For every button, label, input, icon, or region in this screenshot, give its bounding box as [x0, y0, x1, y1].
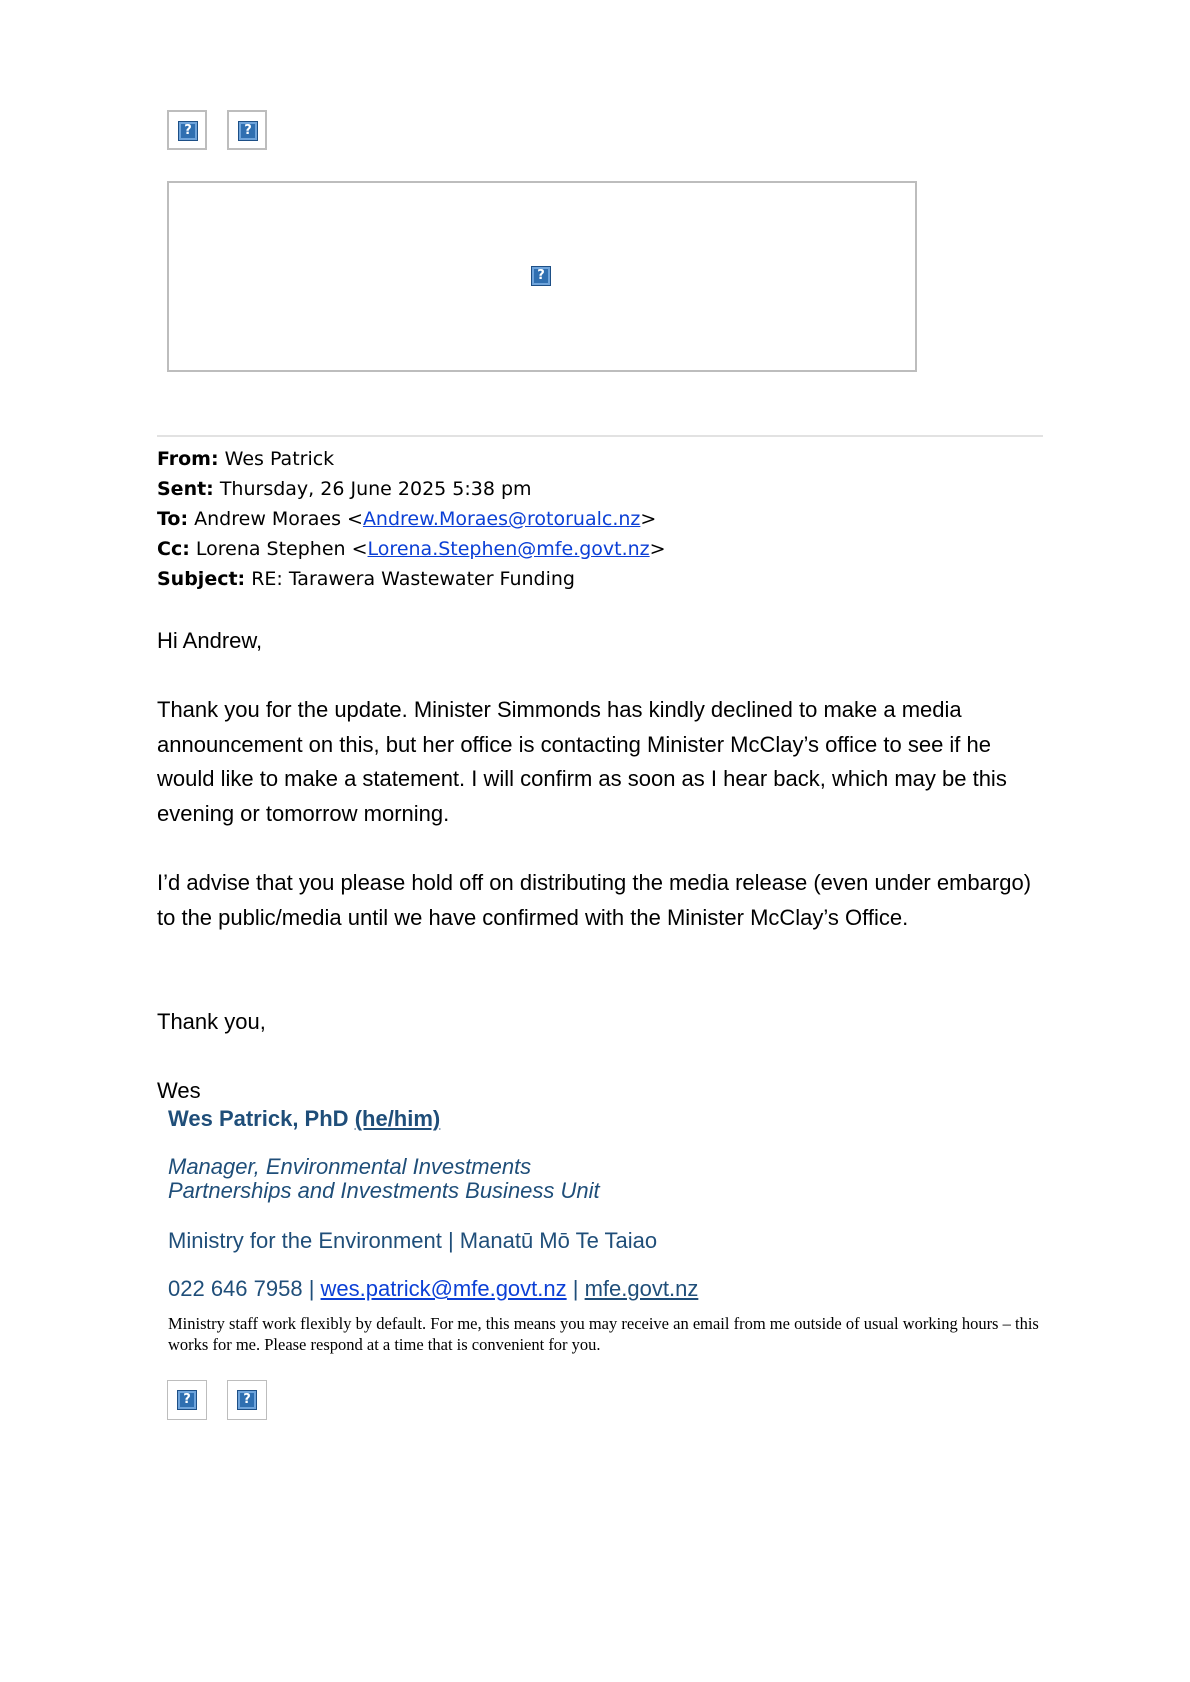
- broken-image-icon: ?: [178, 121, 198, 141]
- broken-image-placeholder: [167, 1380, 207, 1420]
- signature-name-text: Wes Patrick, PhD: [168, 1106, 349, 1131]
- broken-image-icon: ?: [237, 1390, 257, 1410]
- header-divider: [157, 435, 1043, 437]
- subject-label: Subject:: [157, 568, 246, 590]
- signoff: Wes: [157, 1078, 201, 1103]
- contact-separator: |: [308, 1276, 315, 1301]
- broken-image-icon: ?: [177, 1390, 197, 1410]
- from-row: [157, 444, 666, 474]
- flexible-work-note: Ministry staff work flexibly by default. For me, this means you may receive an email from me outside of usual working hours – this works for me. Please respond at a time that is convenient for you.: [168, 1314, 1039, 1354]
- to-row: [157, 504, 666, 534]
- to-label: To:: [157, 508, 189, 530]
- signature-name: [168, 1106, 440, 1132]
- from-value: Wes Patrick: [224, 448, 335, 470]
- signature-phone: 022 646 7958: [168, 1276, 303, 1301]
- subject-row: [157, 564, 666, 594]
- body-paragraph-2: I’d advise that you please hold off on distributing the media release (even under embargo) to the public/media until we have confirmed with the Minister McClay’s Office.: [157, 870, 1032, 930]
- to-email-link[interactable]: Andrew.Moraes@rotorualc.nz: [362, 508, 641, 530]
- subject-value: RE: Tarawera Wastewater Funding: [251, 568, 575, 590]
- sent-value: Thursday, 26 June 2025 5:38 pm: [219, 478, 532, 500]
- from-label: From:: [157, 448, 219, 470]
- signature-email-link[interactable]: wes.patrick@mfe.govt.nz: [320, 1276, 567, 1301]
- pronouns-link[interactable]: (he/him): [354, 1106, 441, 1131]
- email-header: [157, 444, 666, 594]
- to-name: Andrew Moraes <: [194, 508, 363, 530]
- cc-row: [157, 534, 666, 564]
- closing: Thank you,: [157, 1009, 266, 1034]
- sent-label: Sent:: [157, 478, 214, 500]
- broken-image-placeholder: [167, 110, 207, 150]
- cc-name: Lorena Stephen <: [195, 538, 368, 560]
- contact-separator: |: [572, 1276, 579, 1301]
- body-paragraph-1: Thank you for the update. Minister Simmonds has kindly declined to make a media announcement on this, but her office is contacting Minister McClay’s office to see if he would like to make a statement. I will confirm as soon as I hear back, which may be this evening or tomorrow morning.: [157, 697, 1007, 826]
- broken-image-icon: ?: [238, 121, 258, 141]
- sent-row: [157, 474, 666, 504]
- greeting: Hi Andrew,: [157, 628, 263, 653]
- to-close: >: [640, 508, 657, 530]
- signature-contact: [168, 1276, 698, 1302]
- banner-image-placeholder: [167, 181, 917, 372]
- cc-label: Cc:: [157, 538, 190, 560]
- signature-website-link[interactable]: mfe.govt.nz: [584, 1276, 699, 1301]
- broken-image-icon: ?: [531, 266, 551, 286]
- signature-organisation: Ministry for the Environment | Manatū Mō Te Taiao: [168, 1228, 658, 1253]
- broken-image-placeholder: [227, 1380, 267, 1420]
- signature-unit: Partnerships and Investments Business Unit: [168, 1178, 600, 1203]
- broken-image-placeholder: [227, 110, 267, 150]
- cc-close: >: [649, 538, 666, 560]
- signature-role: Manager, Environmental Investments: [168, 1154, 532, 1179]
- cc-email-link[interactable]: Lorena.Stephen@mfe.govt.nz: [367, 538, 650, 560]
